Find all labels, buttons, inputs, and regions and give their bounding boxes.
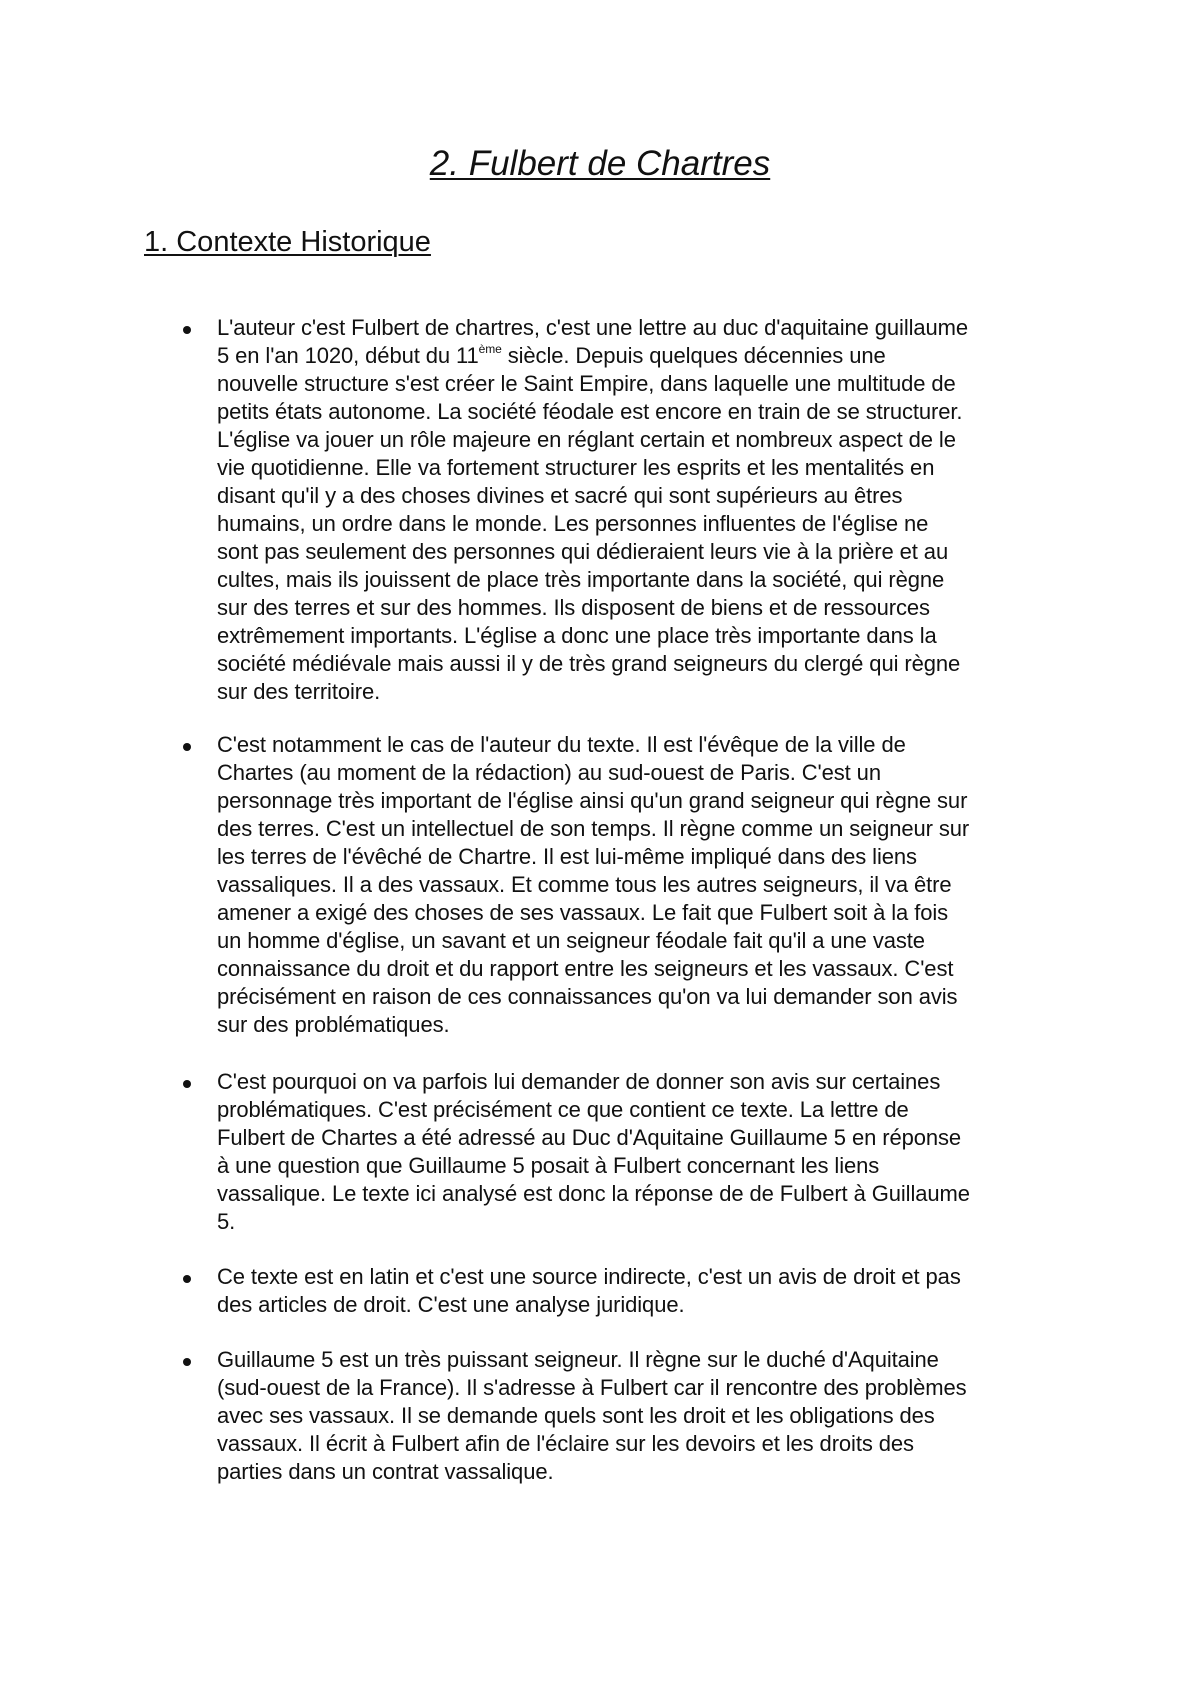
bullet-text [217, 314, 1067, 706]
bullet-text: C'est pourquoi on va parfois lui demander de donner son avis sur certaines problématiques. C'est précisément ce que contient ce texte. La lettre de Fulbert de Chartes a été adressé au Duc d'Aquitaine Guillaume 5 en réponse à une question que Guillaume 5 posait à Fulbert concernant les liens vassalique. Le texte ici analysé est donc la réponse de de Fulbert à Guillaume 5. [217, 1069, 970, 1234]
bullet-text: Guillaume 5 est un très puissant seigneur. Il règne sur le duché d'Aquitaine (sud-ouest de la France). Il s'adresse à Fulbert car il rencontre des problèmes avec ses vassaux. Il se demande quels sont les droit et les obligations des vassaux. Il écrit à Fulbert afin de l'éclaire sur les devoirs et les droits des parties dans un contrat vassalique. [217, 1347, 967, 1484]
bullet-text-part: L'auteur c'est Fulbert de chartres, c'est une lettre au duc d'aquitaine guillaume 5 en l'an 1020, début du 11 [217, 315, 969, 368]
bullet-text: C'est notamment le cas de l'auteur du texte. Il est l'évêque de la ville de Chartes (au moment de la rédaction) au sud-ouest de Paris. C'est un personnage très important de l'église ainsi qu'un grand seigneur qui règne sur des terres. C'est un intellectuel de son temps. Il règne comme un seigneur sur les terres de l'évêché de Chartre. Il est lui-même impliqué dans des liens vassaliques. Il a des vassaux. Et comme tous les autres seigneurs, il va être amener a exigé des choses de ses vassaux. Le fait que Fulbert soit à la fois un homme d'église, un savant et un seigneur féodale fait qu'il a une vaste connaissance du droit et du rapport entre les seigneurs et les vassaux. C'est précisément en raison de ces connaissances qu'on va lui demander son avis sur des problématiques. [217, 732, 970, 1037]
bullet-icon [183, 1358, 191, 1366]
bullet-icon [183, 1080, 191, 1088]
bullet-icon [183, 743, 191, 751]
bullet-icon [183, 1275, 191, 1283]
bullet-text: Ce texte est en latin et c'est une source indirecte, c'est un avis de droit et pas des articles de droit. C'est une analyse juridique. [217, 1264, 961, 1317]
superscript: ème [478, 341, 502, 356]
document-title: 2. Fulbert de Chartres [429, 144, 771, 183]
bullet-icon [183, 326, 191, 334]
section-heading: 1. Contexte Historique [144, 226, 431, 258]
bullet-text-part: siècle. Depuis quelques décennies une nouvelle structure s'est créer le Saint Empire, dans laquelle une multitude de petits états autonome. La société féodale est encore en train de se structurer. L'église va jouer un rôle majeure en réglant certain et nombreux aspect de le vie quotidienne. Elle va fortement structurer les esprits et les mentalités en disant qu'il y a des choses divines et sacré qui sont supérieurs au êtres humains, un ordre dans le monde. Les personnes influentes de l'église ne sont pas seulement des personnes qui dédieraient leurs vie à la prière et au cultes, mais ils jouissent de place très importante dans la société, qui règne sur des terres et sur des hommes. Ils disposent de biens et de ressources extrêmement importants. L'église a donc une place très importante dans la société médiévale mais aussi il y de très grand seigneurs du clergé qui règne sur des territoire. [217, 343, 963, 704]
